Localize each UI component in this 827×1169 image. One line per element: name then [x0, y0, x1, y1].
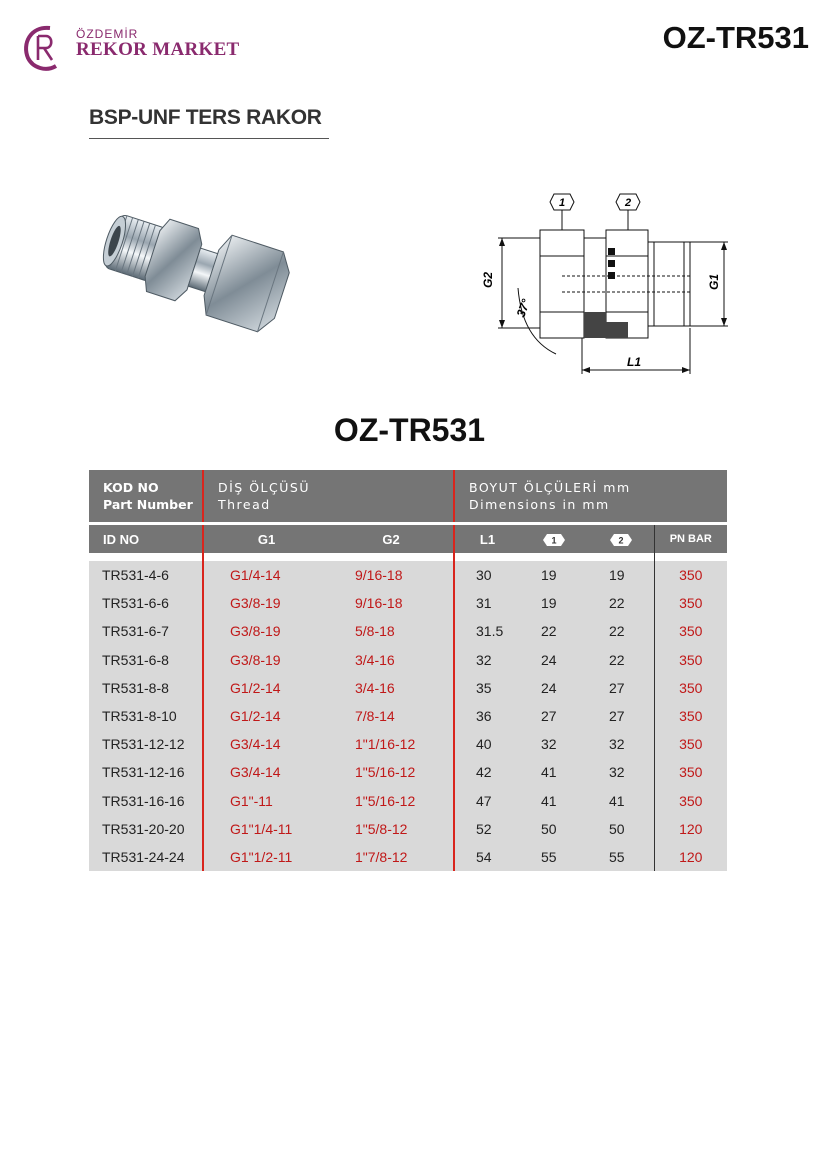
- cell-g2: 1"5/16-12: [329, 787, 454, 815]
- header-thread-line1: DİŞ ÖLÇÜSÜ: [218, 480, 310, 495]
- cell-l1: 36: [454, 702, 520, 730]
- cell-dim-1: 55: [520, 843, 588, 871]
- hex-1-icon: [543, 534, 565, 546]
- table-row: [89, 815, 727, 843]
- subtitle-divider: [89, 138, 329, 139]
- table-row: [89, 787, 727, 815]
- cell-dim-1: 32: [520, 730, 588, 758]
- cell-dim-2: 22: [588, 589, 654, 617]
- table-row: [89, 589, 727, 617]
- table-row: [89, 702, 727, 730]
- cell-pn-bar: 120: [654, 843, 727, 871]
- cell-g1: G3/4-14: [203, 758, 329, 786]
- cell-g1: G3/8-19: [203, 589, 329, 617]
- cell-g2: 3/4-16: [329, 646, 454, 674]
- table-row: [89, 758, 727, 786]
- cell-id-no: TR531-6-8: [89, 646, 203, 674]
- spec-table: [89, 470, 727, 871]
- col-l1: L1: [454, 524, 520, 554]
- col-pn-bar: PN BAR: [654, 524, 727, 554]
- drawing-label-l1: L1: [626, 355, 642, 369]
- cell-pn-bar: 350: [654, 787, 727, 815]
- cell-dim-1: 19: [520, 561, 588, 589]
- cell-g1: G3/8-19: [203, 646, 329, 674]
- cell-id-no: TR531-20-20: [89, 815, 203, 843]
- brand-logo-mark: [20, 22, 64, 74]
- cell-l1: 31.5: [454, 617, 520, 645]
- product-code-title: [0, 412, 827, 449]
- cell-dim-2: 32: [588, 730, 654, 758]
- cell-id-no: TR531-16-16: [89, 787, 203, 815]
- cell-pn-bar: 120: [654, 815, 727, 843]
- cell-g2: 1"5/8-12: [329, 815, 454, 843]
- cell-l1: 47: [454, 787, 520, 815]
- cell-l1: 31: [454, 589, 520, 617]
- product-code-text: OZ-TR531: [333, 412, 486, 448]
- cell-dim-1: 41: [520, 758, 588, 786]
- cell-dim-1: 27: [520, 702, 588, 730]
- drawing-label-g1: G1: [707, 273, 721, 290]
- technical-drawing: [478, 188, 730, 380]
- cell-dim-2: 55: [588, 843, 654, 871]
- cell-l1: 32: [454, 646, 520, 674]
- cell-id-no: TR531-6-6: [89, 589, 203, 617]
- cell-pn-bar: 350: [654, 617, 727, 645]
- header-product-code: OZ-TR531: [662, 20, 809, 55]
- cell-dim-1: 19: [520, 589, 588, 617]
- cell-pn-bar: 350: [654, 730, 727, 758]
- header-thread: [203, 470, 454, 524]
- cell-l1: 42: [454, 758, 520, 786]
- cell-g2: 3/4-16: [329, 674, 454, 702]
- brand-logo: [20, 22, 250, 74]
- cell-g1: G3/8-19: [203, 617, 329, 645]
- table-header-group-row: [89, 470, 727, 524]
- header-dims-line2: Dimensions in mm: [469, 497, 610, 512]
- cell-g1: G1"1/2-11: [203, 843, 329, 871]
- cell-g2: 1"7/8-12: [329, 843, 454, 871]
- drawing-label-angle: 37°: [513, 297, 534, 320]
- hex-2-icon: [610, 534, 632, 546]
- cell-pn-bar: 350: [654, 589, 727, 617]
- cell-id-no: TR531-12-16: [89, 758, 203, 786]
- cell-pn-bar: 350: [654, 674, 727, 702]
- cell-g2: 1"1/16-12: [329, 730, 454, 758]
- cell-id-no: TR531-8-10: [89, 702, 203, 730]
- hex-1-label: 1: [551, 535, 557, 546]
- cell-dim-2: 50: [588, 815, 654, 843]
- cell-l1: 40: [454, 730, 520, 758]
- cell-pn-bar: 350: [654, 758, 727, 786]
- cell-id-no: TR531-24-24: [89, 843, 203, 871]
- cell-g1: G3/4-14: [203, 730, 329, 758]
- cell-l1: 30: [454, 561, 520, 589]
- cell-dim-1: 24: [520, 646, 588, 674]
- cell-dim-2: 41: [588, 787, 654, 815]
- cell-g1: G1/2-14: [203, 674, 329, 702]
- col-id-no: ID NO: [89, 524, 203, 554]
- cell-l1: 52: [454, 815, 520, 843]
- cell-dim-2: 27: [588, 674, 654, 702]
- hex-2-label: 2: [618, 535, 624, 546]
- cell-g1: G1/4-14: [203, 561, 329, 589]
- cell-g2: 1"5/16-12: [329, 758, 454, 786]
- table-header-column-row: [89, 524, 727, 554]
- table-row: [89, 843, 727, 871]
- table-row: [89, 617, 727, 645]
- col-dim-1: [520, 524, 588, 554]
- cell-g1: G1"-11: [203, 787, 329, 815]
- cell-dim-1: 41: [520, 787, 588, 815]
- col-dim-2: [588, 524, 654, 554]
- cell-dim-2: 27: [588, 702, 654, 730]
- header-dims-line1: BOYUT ÖLÇÜLERİ mm: [469, 480, 631, 495]
- header-gap: [89, 553, 727, 561]
- cell-id-no: TR531-4-6: [89, 561, 203, 589]
- cell-dim-1: 22: [520, 617, 588, 645]
- drawing-label-1: 1: [558, 197, 566, 209]
- cell-dim-2: 32: [588, 758, 654, 786]
- cell-l1: 35: [454, 674, 520, 702]
- cell-l1: 54: [454, 843, 520, 871]
- cell-g2: 7/8-14: [329, 702, 454, 730]
- product-photo: [96, 200, 296, 350]
- table-row: [89, 561, 727, 589]
- cell-dim-1: 24: [520, 674, 588, 702]
- col-g2: G2: [329, 524, 454, 554]
- table-row: [89, 646, 727, 674]
- header-thread-line2: Thread: [218, 497, 271, 512]
- cell-dim-2: 19: [588, 561, 654, 589]
- header-kod-line2: Part Number: [103, 497, 193, 512]
- header-dimensions: [454, 470, 727, 524]
- table-row: [89, 674, 727, 702]
- page-subtitle: BSP-UNF TERS RAKOR: [89, 106, 322, 129]
- table-row: [89, 730, 727, 758]
- drawing-label-g2: G2: [481, 271, 495, 288]
- cell-id-no: TR531-8-8: [89, 674, 203, 702]
- drawing-label-2: 2: [624, 197, 632, 209]
- cell-g1: G1/2-14: [203, 702, 329, 730]
- cell-g2: 9/16-18: [329, 561, 454, 589]
- cell-id-no: TR531-6-7: [89, 617, 203, 645]
- brand-name: REKOR MARKET: [76, 39, 240, 60]
- cell-id-no: TR531-12-12: [89, 730, 203, 758]
- col-g1: G1: [203, 524, 329, 554]
- cell-dim-2: 22: [588, 617, 654, 645]
- cell-g2: 9/16-18: [329, 589, 454, 617]
- cell-g1: G1"1/4-11: [203, 815, 329, 843]
- cell-pn-bar: 350: [654, 646, 727, 674]
- header-part-number: [89, 470, 203, 524]
- brand-name-small: ÖZDEMİR: [76, 27, 139, 41]
- cell-dim-2: 22: [588, 646, 654, 674]
- cell-g2: 5/8-18: [329, 617, 454, 645]
- cell-pn-bar: 350: [654, 702, 727, 730]
- cell-pn-bar: 350: [654, 561, 727, 589]
- cell-dim-1: 50: [520, 815, 588, 843]
- header-kod-line1: KOD NO: [103, 480, 159, 495]
